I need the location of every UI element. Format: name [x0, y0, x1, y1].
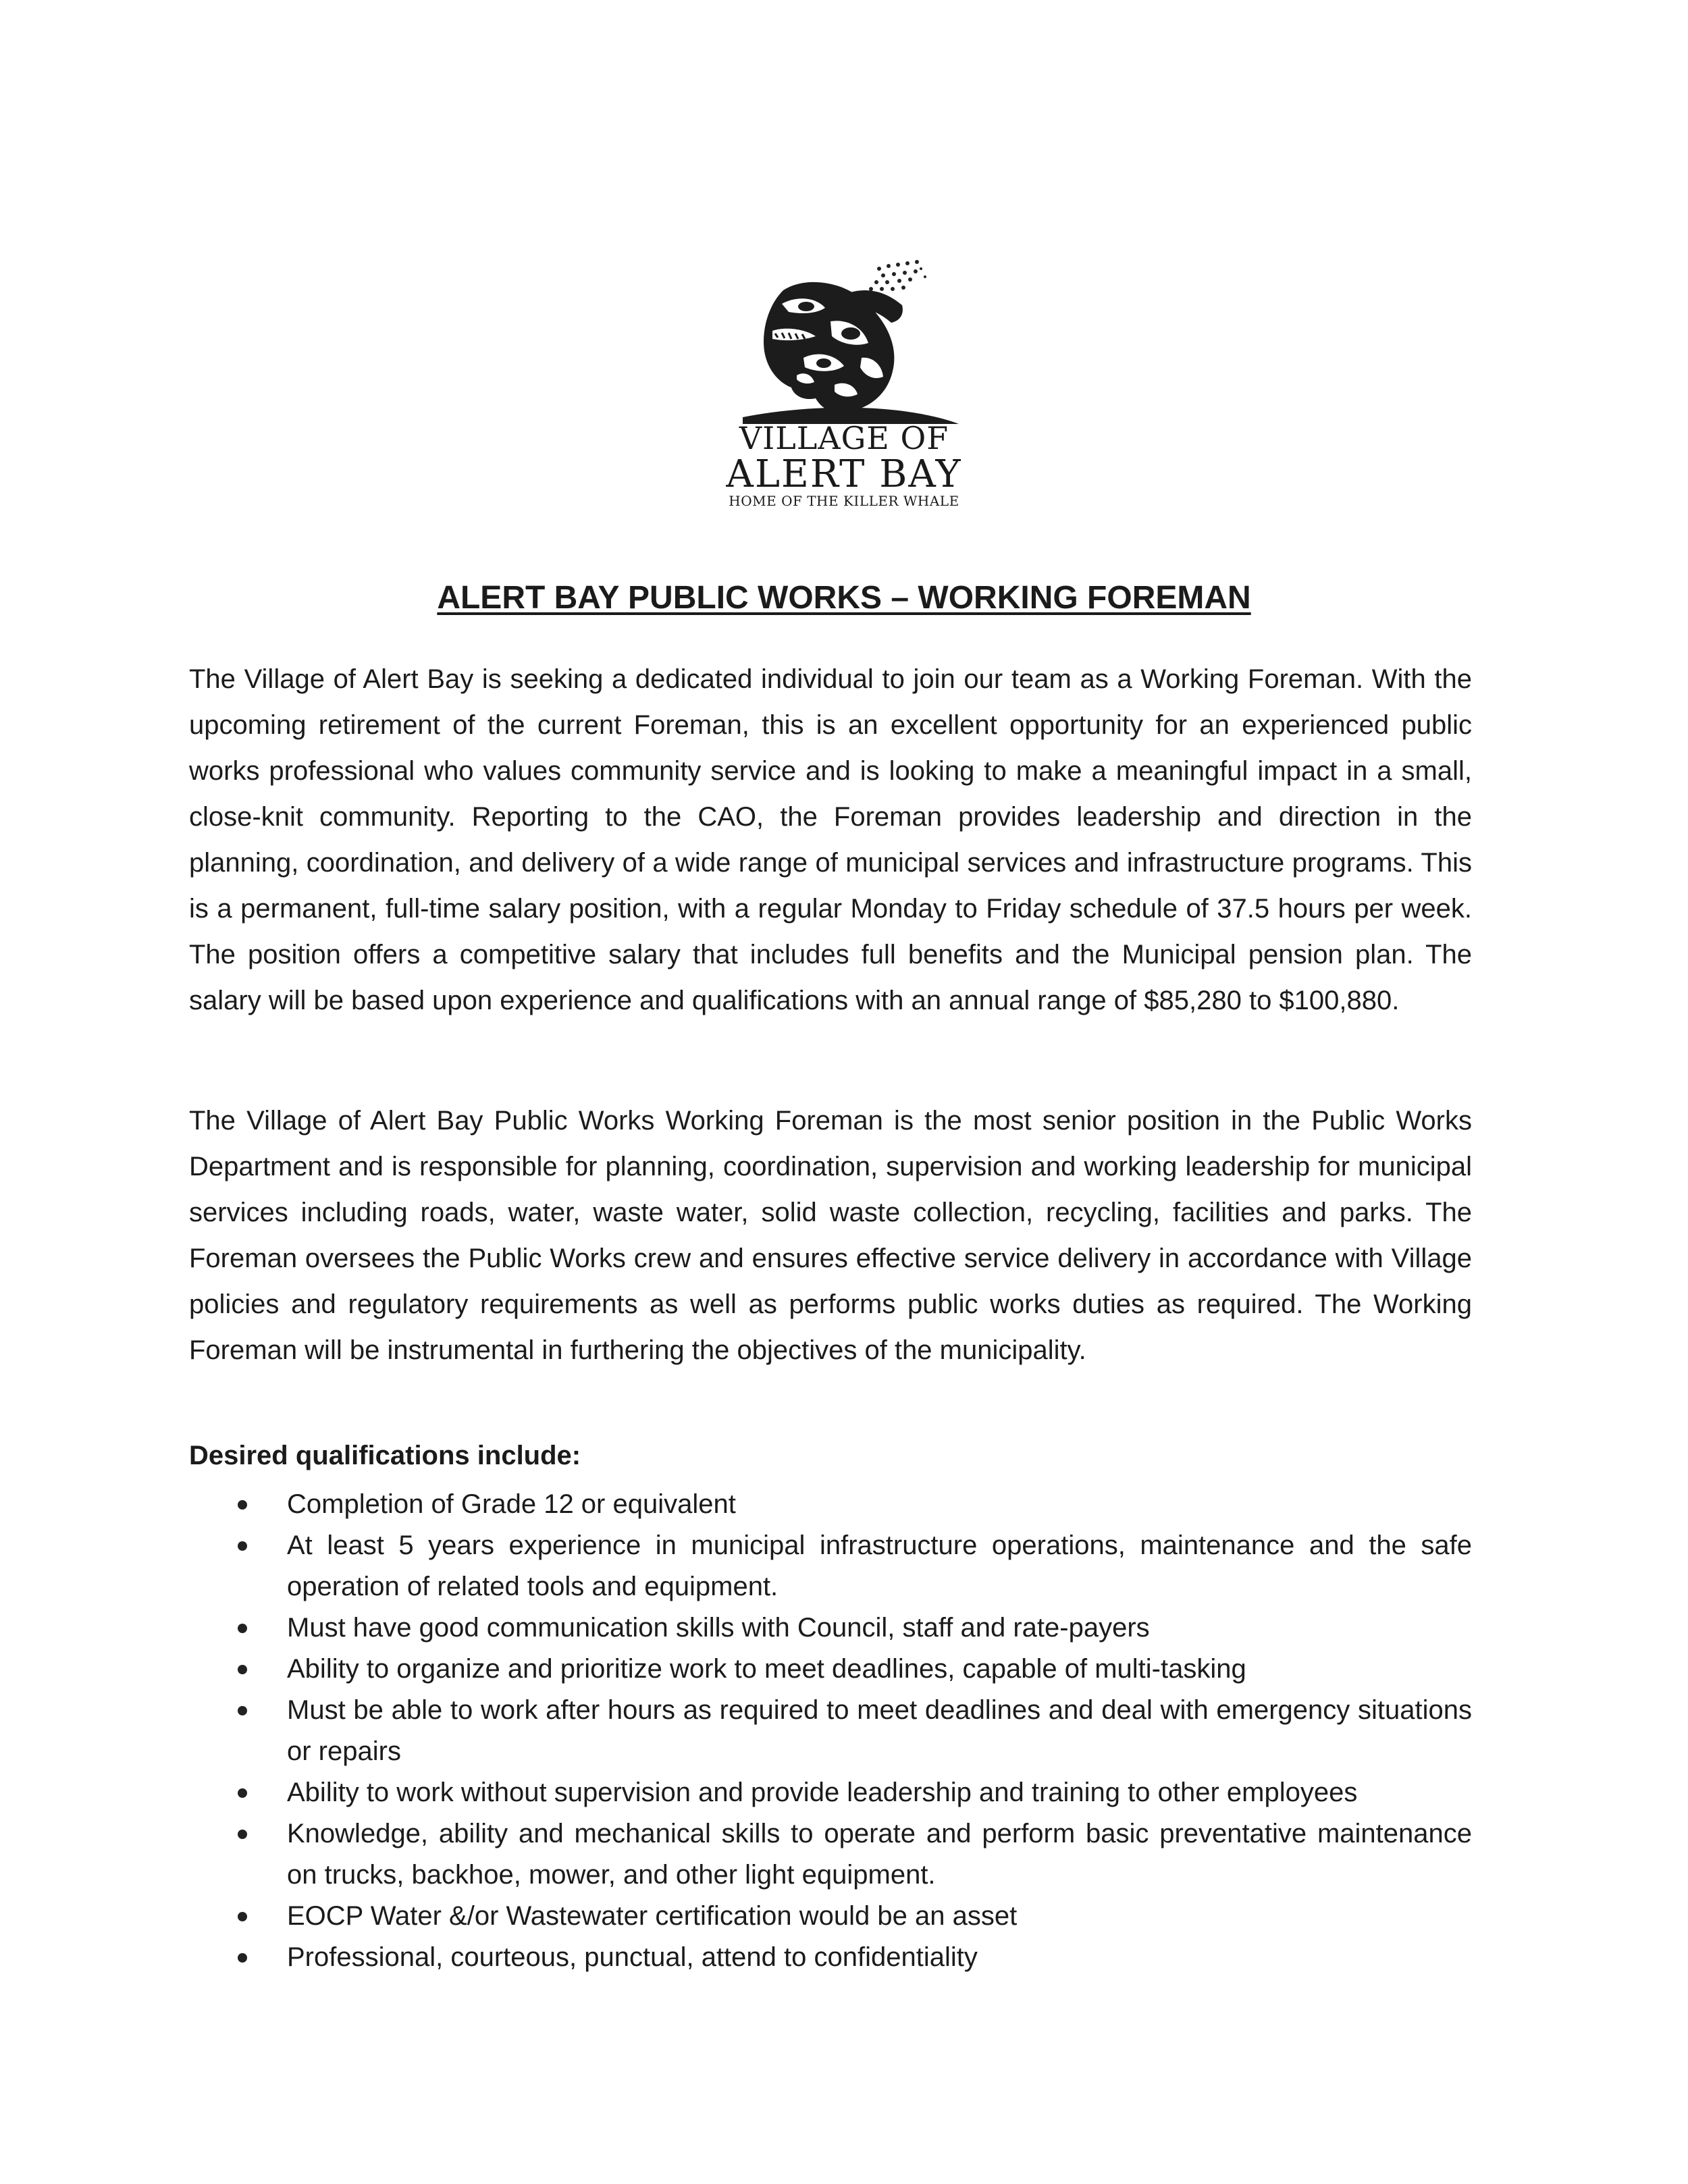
intro-paragraph: The Village of Alert Bay is seeking a dedicated individual to join our team as a Working Foreman. With the upcoming retirement of the current Foreman, this is an excellent opportunity for an experienced public works professional who values community service and is looking to make a meaningful impact in a small, close-knit community. Reporting to the CAO, the Foreman provides leadership and direction in the planning, coordination, and delivery of a wide range of municipal services and infrastructure programs. This is a permanent, full-time salary position, with a regular Monday to Friday schedule of 37.5 hours per week. The position offers a competitive salary that includes full benefits and the Municipal pension plan. The salary will be based upon experience and qualifications with an annual range of $85,280 to $100,880.	[189, 664, 1472, 1015]
logo-line-village-of: VILLAGE OF	[739, 420, 949, 456]
list-item-text: Must be able to work after hours as required to meet deadlines and deal with emergency situations or repairs	[287, 1695, 1472, 1766]
logo-line-alert-bay: ALERT BAY	[726, 452, 962, 496]
list-item	[189, 1896, 1472, 1937]
list-item-text: Ability to work without supervision and provide leadership and training to other employees	[287, 1778, 1358, 1807]
bullet-icon	[238, 1953, 247, 1963]
list-item	[189, 1690, 1472, 1772]
list-item	[189, 1484, 1472, 1525]
list-item-text: EOCP Water &/or Wastewater certification would be an asset	[287, 1901, 1018, 1931]
village-logo	[702, 257, 986, 513]
page-title: ALERT BAY PUBLIC WORKS – WORKING FOREMAN	[437, 580, 1251, 616]
list-item	[189, 1937, 1472, 1978]
list-item-text: Professional, courteous, punctual, attend to confidentiality	[287, 1942, 978, 1972]
bullet-icon	[238, 1665, 247, 1674]
list-item	[189, 1607, 1472, 1649]
killer-whale-emblem-icon	[702, 257, 986, 425]
list-item-text: Ability to organize and prioritize work to meet deadlines, capable of multi-tasking	[287, 1654, 1246, 1684]
bullet-icon	[238, 1830, 247, 1839]
bullet-icon	[238, 1788, 247, 1798]
list-item	[189, 1649, 1472, 1690]
list-item	[189, 1813, 1472, 1896]
list-item-text: At least 5 years experience in municipal infrastructure operations, maintenance and the safe operation of related tools and equipment.	[287, 1530, 1472, 1601]
qualifications-heading: Desired qualifications include:	[189, 1441, 581, 1470]
list-item	[189, 1525, 1472, 1607]
bullet-icon	[238, 1541, 247, 1551]
bullet-icon	[238, 1624, 247, 1633]
bullet-icon	[238, 1912, 247, 1921]
qualifications-list	[189, 1484, 1472, 1978]
bullet-icon	[238, 1706, 247, 1715]
list-item	[189, 1772, 1472, 1813]
bullet-icon	[238, 1500, 247, 1510]
list-item-text: Completion of Grade 12 or equivalent	[287, 1489, 736, 1519]
logo-tagline: HOME OF THE KILLER WHALE	[729, 493, 959, 509]
list-item-text: Must have good communication skills with Council, staff and rate-payers	[287, 1613, 1150, 1643]
list-item-text: Knowledge, ability and mechanical skills to operate and perform basic preventative maintenance on trucks, backhoe, mower, and other light equipment.	[287, 1819, 1472, 1890]
role-description-paragraph: The Village of Alert Bay Public Works Working Foreman is the most senior position in the Public Works Department and is responsible for planning, coordination, supervision and working leadership for municipal services including roads, water, waste water, solid waste collection, recycling, facilities and parks. The Foreman oversees the Public Works crew and ensures effective service delivery in accordance with Village policies and regulatory requirements as well as performs public works duties as required. The Working Foreman will be instrumental in furthering the objectives of the municipality.	[189, 1106, 1472, 1365]
